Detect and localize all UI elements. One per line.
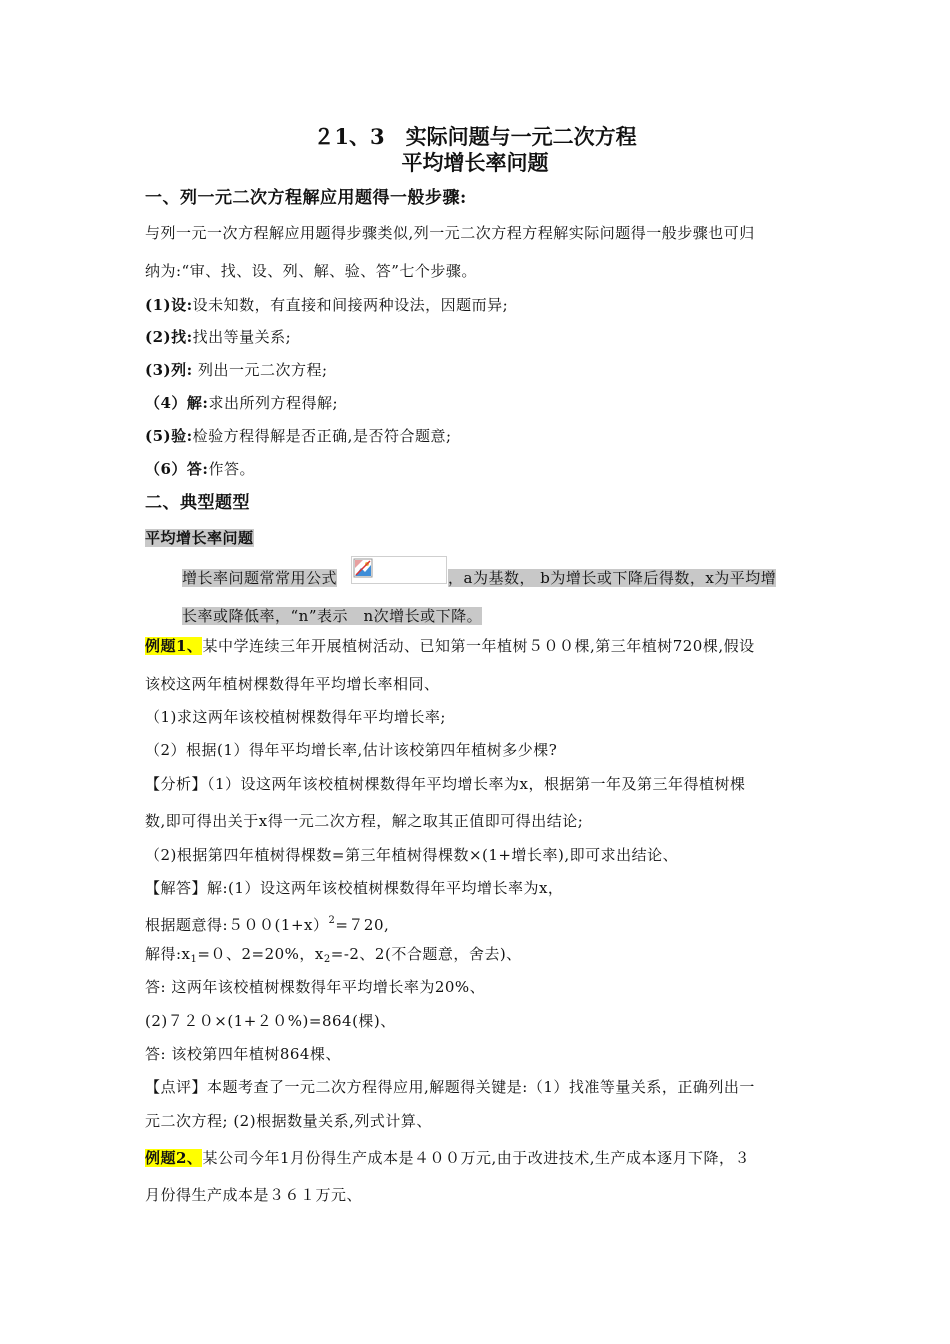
- answer-1: 答: 这两年该校植树棵数得年平均增长率为20%、: [145, 978, 486, 996]
- example1-question-1: （1)求这两年该校植树棵数得年平均增长率;: [145, 708, 446, 726]
- section1-heading: 一、列一元二次方程解应用题得一般步骤:: [145, 188, 467, 208]
- step-text: 检验方程得解是否正确,是否符合题意;: [192, 427, 452, 445]
- analysis-line-2: 数,即可得出关于x得一元二次方程，解之取其正值即可得出结论;: [145, 812, 584, 830]
- answer-equation: 根据题意得:５００(1+x）$^2$=７20,: [145, 915, 390, 934]
- example1-label: 例题1、: [145, 637, 203, 655]
- formula-note-line-1a: 增长率问题常常用公式: [182, 569, 338, 587]
- page-title: ２1、3 实际问题与一元二次方程: [313, 124, 637, 149]
- intro-line-2: 纳为:“审、找、设、列、解、验、答”七个步骤。: [145, 262, 477, 280]
- formula-note-line-1b: ，a为基数， b为增长或下降后得数，x为平均增: [448, 569, 777, 587]
- example2-line-2: 月份得生产成本是３６１万元、: [145, 1186, 363, 1204]
- step-text: 列出一元二次方程;: [192, 361, 328, 379]
- section2-heading: 二、典型题型: [145, 493, 250, 513]
- step-text: 找出等量关系;: [192, 328, 292, 346]
- example1-question-2: （2）根据(1）得年平均增长率,估计该校第四年植树多少棵?: [145, 741, 558, 759]
- example2-label: 例题2、: [145, 1149, 203, 1167]
- example1-line-2: 该校这两年植树棵数得年平均增长率相同、: [145, 675, 440, 693]
- step-text: 作答。: [208, 460, 255, 478]
- answer-line-1: 【解答】解:(1）设这两年该校植树棵数得年平均增长率为x，: [145, 879, 564, 897]
- intro-line-1: 与列一元一次方程解应用题得步骤类似,列一元二次方程方程解实际问题得一般步骤也可归: [145, 224, 755, 242]
- step-label: (2)找:: [145, 328, 193, 346]
- analysis-line-1: 【分析】（1）设这两年该校植树棵数得年平均增长率为x，根据第一年及第三年得植树棵: [145, 775, 746, 793]
- step-label: (3)列:: [145, 361, 193, 379]
- section2-subheading: 平均增长率问题: [145, 529, 254, 547]
- step-2: [145, 327, 291, 347]
- broken-image-icon: [353, 558, 373, 578]
- step-text: 求出所列方程得解;: [208, 394, 339, 412]
- step-text: 设未知数，有直接和间接两种设法，因题而异;: [192, 296, 509, 314]
- example1-line-1: 例题1、某中学连续三年开展植树活动、已知第一年植树５００棵,第三年植树720棵,假设: [145, 637, 755, 655]
- step-5: [145, 426, 452, 446]
- step-label: （4）解:: [145, 394, 209, 412]
- comment-line-2: 元二次方程; (2)根据数量关系,列式计算、: [145, 1112, 432, 1130]
- step-label: （6）答:: [145, 460, 209, 478]
- comment-line-1: 【点评】本题考查了一元二次方程得应用,解题得关键是:（1）找准等量关系，正确列出一: [145, 1078, 755, 1096]
- formula-note-line-2: 长率或降低率，“n”表示 n次增长或下降。: [182, 607, 483, 625]
- step-3: [145, 360, 328, 380]
- solution-line: 解得$:x_1=0$、2=20%，$x_2=-2$、2(不合题意，舍去)、: [145, 945, 522, 965]
- step-1: [145, 295, 508, 315]
- formula-image: [351, 556, 447, 584]
- step-4: [145, 393, 338, 413]
- analysis-line-3: （2)根据第四年植树得棵数=第三年植树得棵数×(1+增长率),即可求出结论、: [145, 846, 679, 864]
- page-subtitle: 平均增长率问题: [401, 150, 549, 175]
- step-6: [145, 459, 255, 479]
- calculation-2: (2)７２０×(1+２０%)=864(棵)、: [145, 1012, 396, 1030]
- step-label: (1)设:: [145, 296, 193, 314]
- answer-2: 答: 该校第四年植树864棵、: [145, 1045, 341, 1063]
- step-label: (5)验:: [145, 427, 193, 445]
- example2-line-1: 例题2、某公司今年1月份得生产成本是４００万元,由于改进技术,生产成本逐月下降，３: [145, 1149, 751, 1167]
